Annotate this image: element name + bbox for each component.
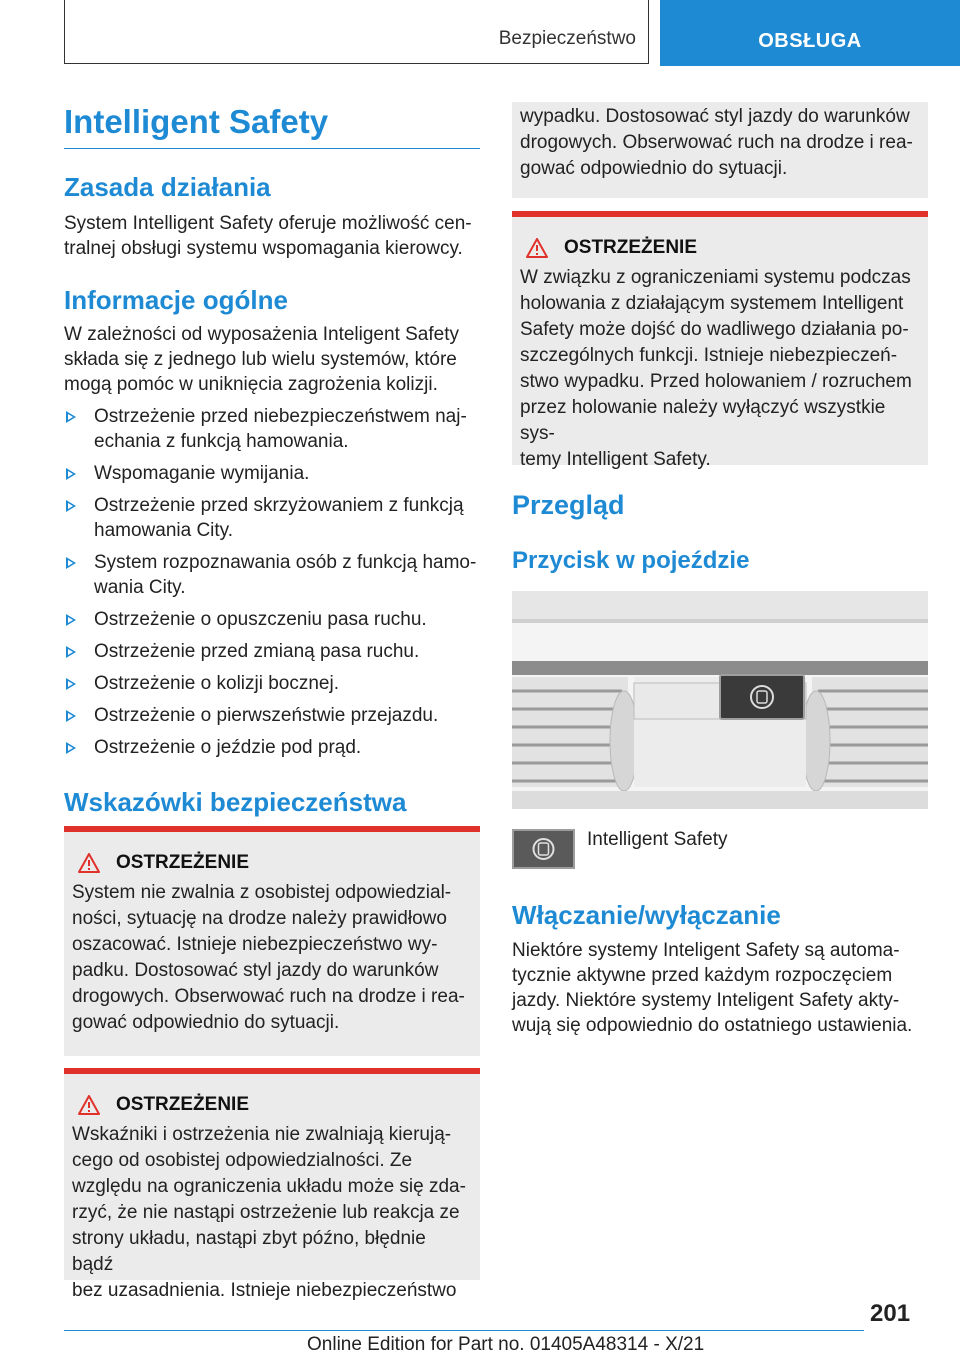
heading-onoff: Włączanie/wyłączanie bbox=[512, 900, 781, 930]
bullet-triangle-icon bbox=[66, 468, 76, 480]
text-line: Niektóre systemy Inteligent Safety są automa- bbox=[512, 940, 900, 961]
text-line: składa się z jednego lub wielu systemów, które bbox=[64, 349, 457, 370]
systems-list bbox=[64, 404, 484, 767]
list-item: Ostrzeżenie o jeździe pod prąd. bbox=[64, 735, 484, 760]
safety-button-icon bbox=[512, 829, 575, 869]
list-item: Ostrzeżenie przed skrzyżowaniem z funkcją hamowania City. bbox=[64, 493, 484, 543]
text-line: System Intelligent Safety oferuje możliwość cen- bbox=[64, 213, 472, 234]
warning-title: OSTRZEŻENIE bbox=[72, 1094, 472, 1116]
warning-continuation bbox=[512, 102, 928, 198]
warning-text: System nie zwalnia z osobistej odpowiedzial- ności, sytuację na drodze należy prawidłowo oszacować. Istnieje niebezpieczeństwo wy- padku. Dostosować styl jazdy do warunków drogowych. Obserwować ruch na drodze i rea- gować odpowiednio do sytuacji. bbox=[72, 882, 465, 1033]
text-line: W zależności od wyposażenia Inteligent Safety bbox=[64, 324, 459, 345]
warning-box bbox=[64, 826, 480, 1056]
footer-edition: Online Edition for Part no. 01405A48314 - X/21 bbox=[307, 1334, 705, 1355]
bullet-triangle-icon bbox=[66, 411, 76, 423]
list-item: Ostrzeżenie przed niebezpieczeństwem naj- echania z funkcją hamowania. bbox=[64, 404, 484, 454]
list-item: Ostrzeżenie o kolizji bocznej. bbox=[64, 671, 484, 696]
page-title: Intelligent Safety bbox=[64, 103, 329, 140]
text-line: jazdy. Niektóre systemy Inteligent Safety akty- bbox=[512, 990, 900, 1011]
page-number: 201 bbox=[870, 1300, 911, 1327]
text-line: tralnej obsługi systemu wspomagania kierowcy. bbox=[64, 238, 463, 259]
text-line: tycznie aktywne przed każdym rozpoczęciem bbox=[512, 965, 893, 986]
bullet-triangle-icon bbox=[66, 614, 76, 626]
warning-triangle-icon bbox=[78, 853, 100, 873]
warning-text: wypadku. Dostosować styl jazdy do warunków drogowych. Obserwować ruch na drodze i rea- gować odpowiednio do sytuacji. bbox=[520, 106, 913, 179]
header-section-title: Bezpieczeństwo bbox=[498, 28, 636, 49]
warning-title: OSTRZEŻENIE bbox=[72, 852, 472, 874]
bullet-triangle-icon bbox=[66, 557, 76, 569]
list-item: System rozpoznawania osób z funkcją hamo- wania City. bbox=[64, 550, 484, 600]
list-item: Ostrzeżenie o pierwszeństwie przejazdu. bbox=[64, 703, 484, 728]
bullet-triangle-icon bbox=[66, 646, 76, 658]
warning-triangle-icon bbox=[526, 238, 548, 258]
footer-rule bbox=[64, 1330, 864, 1331]
header-chapter-tab[interactable]: OBSŁUGA bbox=[660, 0, 960, 66]
warning-box bbox=[64, 1068, 480, 1301]
button-caption: Intelligent Safety bbox=[587, 829, 728, 850]
general-paragraph bbox=[64, 322, 484, 397]
list-item: Ostrzeżenie o opuszczeniu pasa ruchu. bbox=[64, 607, 484, 632]
heading-general: Informacje ogólne bbox=[64, 285, 288, 315]
text-line: wują się odpowiednio do ostatniego ustawienia. bbox=[512, 1015, 913, 1036]
heading-safety: Wskazówki bezpieczeństwa bbox=[64, 787, 407, 817]
bullet-triangle-icon bbox=[66, 710, 76, 722]
title-rule bbox=[64, 148, 480, 149]
heading-overview: Przegląd bbox=[512, 490, 625, 520]
onoff-paragraph bbox=[512, 938, 932, 1038]
text-line: mogą pomóc w uniknięcia zagrożenia kolizji. bbox=[64, 374, 438, 395]
dashboard-button-illustration bbox=[512, 591, 928, 809]
list-item: Ostrzeżenie przed zmianą pasa ruchu. bbox=[64, 639, 484, 664]
list-item: Wspomaganie wymijania. bbox=[64, 461, 484, 486]
warning-text: W związku z ograniczeniami systemu podczas holowania z działającym systemem Intelligent Safety może dojść do wadliwego działania po- szczególnych funkcji. Istnieje niebezpieczeń- stwo wypadku. Przed holowaniem / rozruchem przez holowanie należy wyłączyć wszystkie sys- temy Intelligent Safety. bbox=[520, 267, 912, 470]
bullet-triangle-icon bbox=[66, 742, 76, 754]
warning-box bbox=[512, 211, 928, 470]
warning-title: OSTRZEŻENIE bbox=[520, 237, 920, 259]
bullet-triangle-icon bbox=[66, 678, 76, 690]
heading-button: Przycisk w pojeździe bbox=[512, 547, 750, 574]
principle-paragraph bbox=[64, 211, 484, 261]
heading-principle: Zasada działania bbox=[64, 172, 271, 202]
bullet-triangle-icon bbox=[66, 500, 76, 512]
warning-triangle-icon bbox=[78, 1095, 100, 1115]
warning-text: Wskaźniki i ostrzeżenia nie zwalniają kierują- cego od osobistej odpowiedzialności. Ze względu na ograniczenia układu może się zda- rzyć, że nie nastąpi ostrzeżenie lub reakcja ze strony układu, nastąpi zbyt późno, błędnie bądź bez uzasadnienia. Istnieje niebezpieczeństwo bbox=[72, 1124, 466, 1301]
